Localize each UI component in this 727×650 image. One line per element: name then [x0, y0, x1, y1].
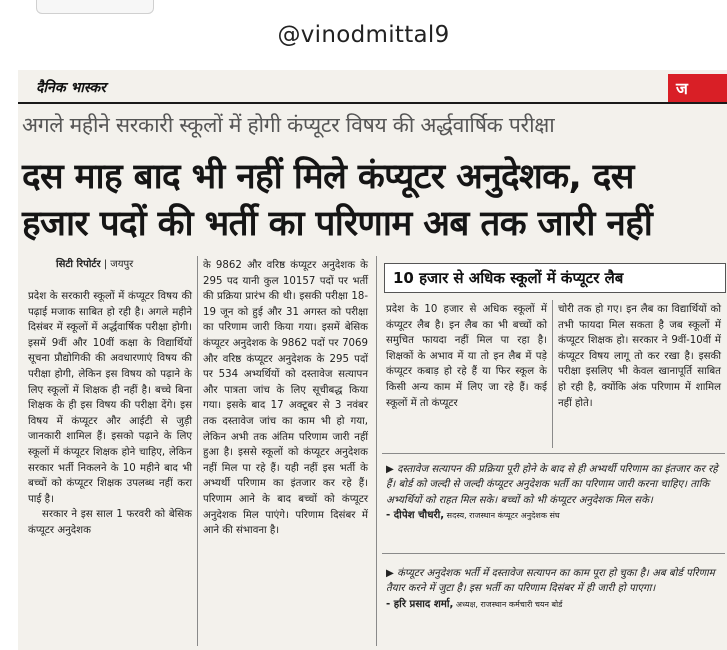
byline-city: | जयपुर: [103, 259, 134, 270]
column-divider-1: [197, 256, 198, 646]
brand-tab-text: ज: [676, 79, 688, 98]
box-divider: [552, 300, 553, 448]
masthead: [18, 74, 727, 104]
col1-paragraph-2: सरकार ने इस साल 1 फरवरी को बेसिक कंप्यूटर अनुदेशक: [28, 509, 192, 536]
quote-2-marker: ▶: [386, 568, 394, 579]
brand-tab: [668, 74, 727, 102]
col2-paragraph-1: के 9862 और वरिष्ठ कंप्यूटर अनुदेशक के 295 पद यानी कुल 10157 पदों पर भर्ती की प्रक्रिया प्रारंभ की थी। इसकी परीक्षा 18-19 जून को हुई और 31 अगस्त को परीक्षा का परिणाम जारी किया गया। इसमें बेसिक कंप्यूटर अनुदेशक के 9862 पदों पर 7069 और वरिष्ठ कंप्यूटर अनुदेशक के 295 पदों पर 534 अभ्यर्थियों को दस्तावेज सत्यापन और पात्रता जांच के लिए सूचीबद्ध किया गया। इसके बाद 17 अक्टूबर से 3 नवंबर तक दस्तावेज जांच का काम भी हो गया, लेकिन अभी तक अंतिम परिणाम जारी नहीं हुआ है। इससे स्कूलों को कंप्यूटर अनुदेशक नहीं मिल पा रहे हैं। यही नहीं इस भर्ती के अभ्यर्थी परिणाम का इंतजार कर रहे हैं। परिणाम आने के बाद बच्चों को कंप्यूटर अनुदेशक मिल पाएंगे। परिणाम दिसंबर में आने की संभावना है।: [203, 260, 368, 537]
article-column-1: [28, 289, 192, 539]
headline-line-1: दस माह बाद भी नहीं मिले कंप्यूटर अनुदेशक, दस: [22, 157, 634, 197]
quote-1: [386, 462, 722, 524]
article-column-2: [203, 258, 368, 539]
quote-1-name: - दीपेश चौधरी,: [386, 510, 445, 522]
quote-2: [386, 566, 722, 612]
box-title-text: 10 हजार से अधिक स्कूलों में कंप्यूटर लैब: [393, 269, 624, 287]
col1-paragraph-1: प्रदेश के सरकारी स्कूलों में कंप्यूटर विषय की पढ़ाई मजाक साबित हो रही है। अगले महीने दिसंबर में स्कूलों में अर्द्धवार्षिक परीक्षा होगी। इसमें 9वीं और 10वीं कक्षा के विद्यार्थियों सूचना प्रौद्योगिकी की अवधारणाएं विषय की परीक्षा होगी, लेकिन इस विषय को पढ़ाने के लिए स्कूलों में शिक्षक ही नहीं है। बच्चे बिना शिक्षक के ही इस विषय की परीक्षा देंगे। इस विषय में कंप्यूटर और आईटी से जुड़ी जानकारी शामिल हैं। इसको पढ़ाने के लिए स्कूलों में कंप्यूटर शिक्षक होने चाहिए, लेकिन सरकार भर्ती निकलने के 10 महीने बाद भी बच्चों को कंप्यूटर शिक्षक उपलब्ध नहीं करा पाई है।: [28, 291, 192, 505]
quote-2-role: अध्यक्ष, राजस्थान कर्मचारी चयन बोर्ड: [453, 599, 563, 609]
byline: [56, 256, 133, 270]
kicker-headline: अगले महीने सरकारी स्कूलों में होगी कंप्यूटर विषय की अर्द्धवार्षिक परीक्षा: [22, 113, 555, 137]
newspaper-logo: दैनिक भास्कर: [36, 80, 106, 96]
byline-reporter: सिटी रिपोर्टर: [56, 259, 101, 270]
box-column-right: चोरी तक हो गए। इन लैब का विद्यार्थियों को तभी फायदा मिल सकता है जब स्कूलों में कंप्यूटर शिक्षक हो। सरकार ने 9वीं-10वीं में कंप्यूटर विषय लागू तो कर रखा है। इसकी परीक्षा इसलिए भी केवल खानापूर्ति साबित हो रही है, क्योंकि अंक परिणाम में शामिल नहीं होते।: [558, 304, 721, 409]
headline-line-2: हजार पदों की भर्ती का परिणाम अब तक जारी नहीं: [22, 204, 653, 244]
quote-divider: [382, 553, 725, 554]
quote-1-role: सदस्य, राजस्थान कंप्यूटर अनुदेशक संघ: [444, 511, 560, 521]
quote-2-text: कंप्यूटर अनुदेशक भर्ती में दस्तावेज सत्यापन का काम पूरा हो चुका है। अब बोर्ड परिणाम तैयार करने में जुटा है। इस भर्ती का परिणाम दिसंबर में ही जारी हो पाएगा।: [386, 568, 715, 595]
box-title: [384, 263, 726, 293]
top-button[interactable]: [36, 0, 154, 14]
box-bottom-rule: [382, 453, 725, 454]
box-column-left: प्रदेश के 10 हजार से अधिक स्कूलों में कंप्यूटर लैब है। इन लैब का भी बच्चों को समुचित फायदा नहीं मिल पा रहा है। शिक्षकों के अभाव में या तो इन लैब में पड़े कंप्यूटर कबाड़ हो रहे हैं या फिर स्कूल के किसी अन्य काम में लिए जा रहे हैं। कई स्कूलों में तो कंप्यूटर: [386, 304, 547, 409]
quote-2-name: - हरि प्रसाद शर्मा,: [386, 598, 454, 610]
watermark-handle: @vinodmittal9: [277, 22, 450, 48]
column-divider-2: [376, 256, 377, 646]
quote-1-marker: ▶: [386, 464, 394, 475]
quote-1-text: दस्तावेज सत्यापन की प्रक्रिया पूरी होने के बाद से ही अभ्यर्थी परिणाम का इंतजार कर रहे हैं। बोर्ड को जल्दी से जल्दी कंप्यूटर अनुदेशक भर्ती का परिणाम जारी करना चाहिए। ताकि अभ्यर्थियों को राहत मिल सके। बच्चों को भी कंप्यूटर अनुदेशक मिल सके।: [386, 464, 718, 506]
